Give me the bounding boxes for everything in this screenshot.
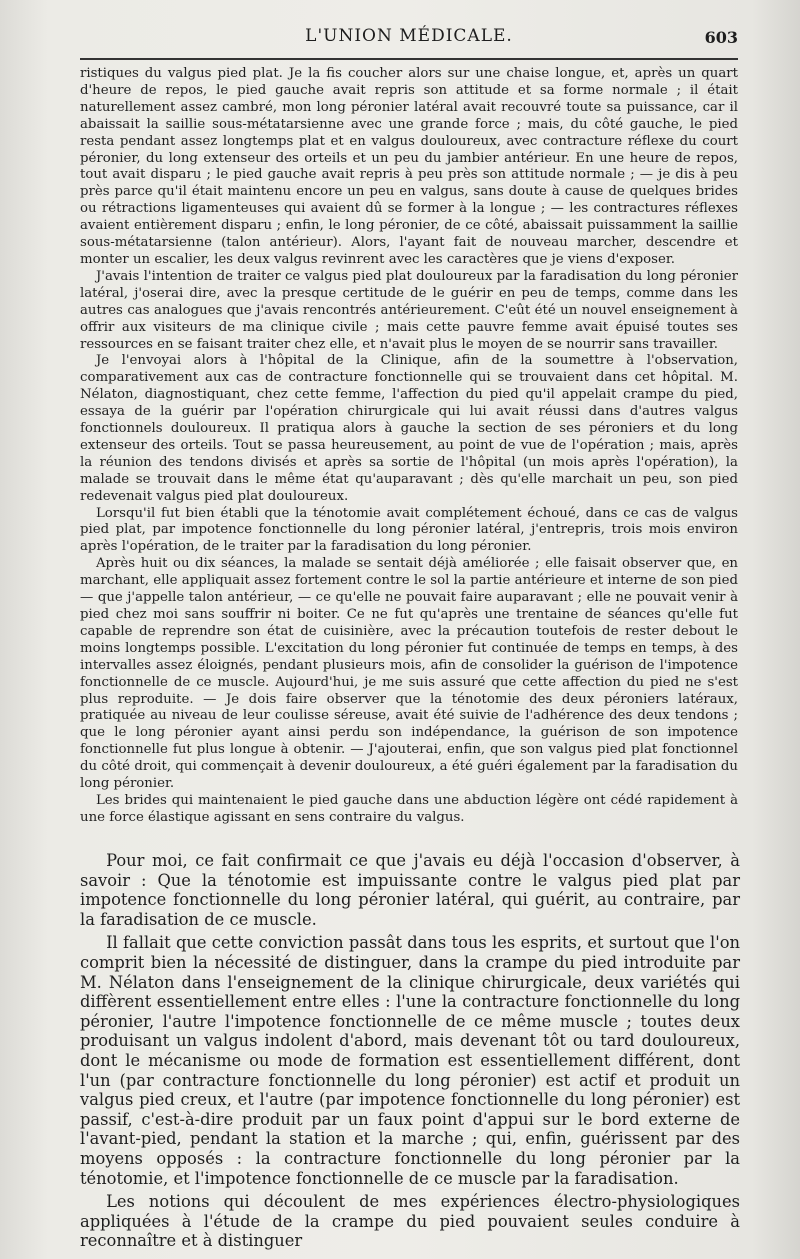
paragraph: ristiques du valgus pied plat. Je la fis coucher alors sur une chaise longue, et, après un quart d'heure de repos, le pied gauche avait repris son attitude et sa forme normale ; il était naturellement assez cambré, mon long péronier latéral avait recouvré toute sa puissance, car il abaissait la saillie sous-métatarsienne avec une grande force ; mais, du côté gauche, le pied resta pendant assez longtemps plat et en valgus douloureux, avec contracture réflexe du court péronier, du long extenseur des orteils et un peu du jambier antérieur. En une heure de repos, tout avait disparu ; le pied gauche avait repris à peu près son attitude normale ; — je dis à peu près parce qu'il était maintenu encore un peu en valgus, sans doute à cause de quelques brides ou rétractions ligamenteuses qui avaient dû se former à la longue ; — les contractures réflexes avaient entièrement disparu ; enfin, le long péronier, de ce côté, abaissait puissamment la saillie sous-métatarsienne (talon antérieur). Alors, l'ayant fait de nouveau marcher, descendre et monter un escalier, les deux valgus revinrent avec les caractères que je viens d'exposer. [80, 66, 738, 267]
paragraph: J'avais l'intention de traiter ce valgus pied plat douloureux par la faradisation du long péronier latéral, j'oserai dire, avec la presque certitude de le guérir en peu de temps, comme dans les autres cas analogues que j'avais rencontrés antérieurement. C'eût été un nouvel enseignement à offrir aux visiteurs de ma clinique civile ; mais cette pauvre femme avait épuisé toutes ses ressources en se faisant traiter chez elle, et n'avait plus le moyen de se nourrir sans travailler. [80, 268, 738, 352]
running-title: L'UNION MÉDICALE. [305, 26, 513, 46]
page-number: 603 [704, 28, 738, 47]
paragraph: Les brides qui maintenaient le pied gauche dans une abduction légère ont cédé rapidement à une force élastique agissant en sens contraire du valgus. [80, 792, 738, 825]
paragraph: Après huit ou dix séances, la malade se sentait déjà améliorée ; elle faisait observer que, en marchant, elle appliquait assez fortement contre le sol la partie antérieure et interne de son pied — que j'appelle talon antérieur, — ce qu'elle ne pouvait faire auparavant ; elle ne pouvait venir à pied chez moi sans souffrir ni boiter. Ce ne fut qu'après une trentaine de séances qu'elle fut capable de reprendre son état de cuisinière, avec la précaution toutefois de rester debout le moins longtemps possible. L'excitation du long péronier fut continuée de temps en temps, à des intervalles assez éloignés, pendant plusieurs mois, afin de consolider la guérison de l'impotence fonctionnelle de ce muscle. Aujourd'hui, je me suis assuré que cette affection du pied ne s'est plus reproduite. — Je dois faire observer que la ténotomie des deux péroniers latéraux, pratiquée au niveau de leur coulisse séreuse, avait été suivie de l'adhérence des deux tendons ; que le long péronier ayant ainsi perdu son indépendance, la guérison de son impotence fonctionnelle fut plus longue à obtenir. — J'ajouterai, enfin, que son valgus pied plat fonctionnel du côté droit, qui commençait à devenir douloureux, a été guéri également par la faradisation du long péronier. [80, 556, 738, 792]
paragraph: Je l'envoyai alors à l'hôpital de la Clinique, afin de la soumettre à l'observation, comparativement aux cas de contracture fonctionnelle qui se trouvaient dans cet hôpital. M. Nélaton, diagnostiquant, chez cette femme, l'affection du pied qu'il appelait crampe du pied, essaya de la guérir par l'opération chirurgicale qui lui avait réussi dans d'autres valgus fonctionnels douloureux. Il pratiqua alors à gauche la section de ses péroniers et du long extenseur des orteils. Tout se passa heureusement, au point de vue de l'opération ; mais, après la réunion des tendons divisés et après sa sortie de l'hôpital (un mois après l'opération), la malade se trouvait dans le même état qu'auparavant ; dès qu'elle marchait un peu, son pied redevenait valgus pied plat douloureux. [80, 353, 738, 504]
large-print-section [80, 851, 740, 1255]
header-rule [80, 58, 738, 60]
paragraph: Il fallait que cette conviction passât dans tous les esprits, et surtout que l'on comprit bien la nécessité de distinguer, dans la crampe du pied introduite par M. Nélaton dans l'enseignement de la clinique chirurgicale, deux variétés qui diffèrent essentiellement entre elles : l'une la contracture fonctionnelle du long péronier, l'autre l'impotence fonctionnelle de ce même muscle ; toutes deux produisant un valgus indolent d'abord, mais devenant tôt ou tard douloureux, dont le mécanisme ou mode de formation est essentiellement différent, dont l'un (par contracture fonctionnelle du long péronier) est actif et produit un valgus pied creux, et l'autre (par impotence fonctionnelle du long péronier) est passif, c'est-à-dire produit par un faux point d'appui sur le bord externe de l'avant-pied, pendant la station et la marche ; qui, enfin, guérissent par des moyens opposés : la contracture fonctionnelle du long péronier par la ténotomie, et l'impotence fonctionnelle de ce muscle par la faradisation. [80, 933, 740, 1188]
paragraph: Les notions qui découlent de mes expériences électro-physiologiques appliquées à l'étude de la crampe du pied pouvaient seules conduire à reconnaître et à distinguer [80, 1192, 740, 1251]
small-print-section [80, 66, 738, 827]
paragraph: Lorsqu'il fut bien établi que la ténotomie avait complétement échoué, dans ce cas de valgus pied plat, par impotence fonctionnelle du long péronier latéral, j'entrepris, trois mois environ après l'opération, de le traiter par la faradisation du long péronier. [80, 505, 738, 555]
paragraph: Pour moi, ce fait confirmait ce que j'avais eu déjà l'occasion d'observer, à savoir : Que la ténotomie est impuissante contre le valgus pied plat par impotence fonctionnelle du long péronier latéral, qui guérit, au contraire, par la faradisation de ce muscle. [80, 851, 740, 929]
page-header [80, 26, 738, 50]
